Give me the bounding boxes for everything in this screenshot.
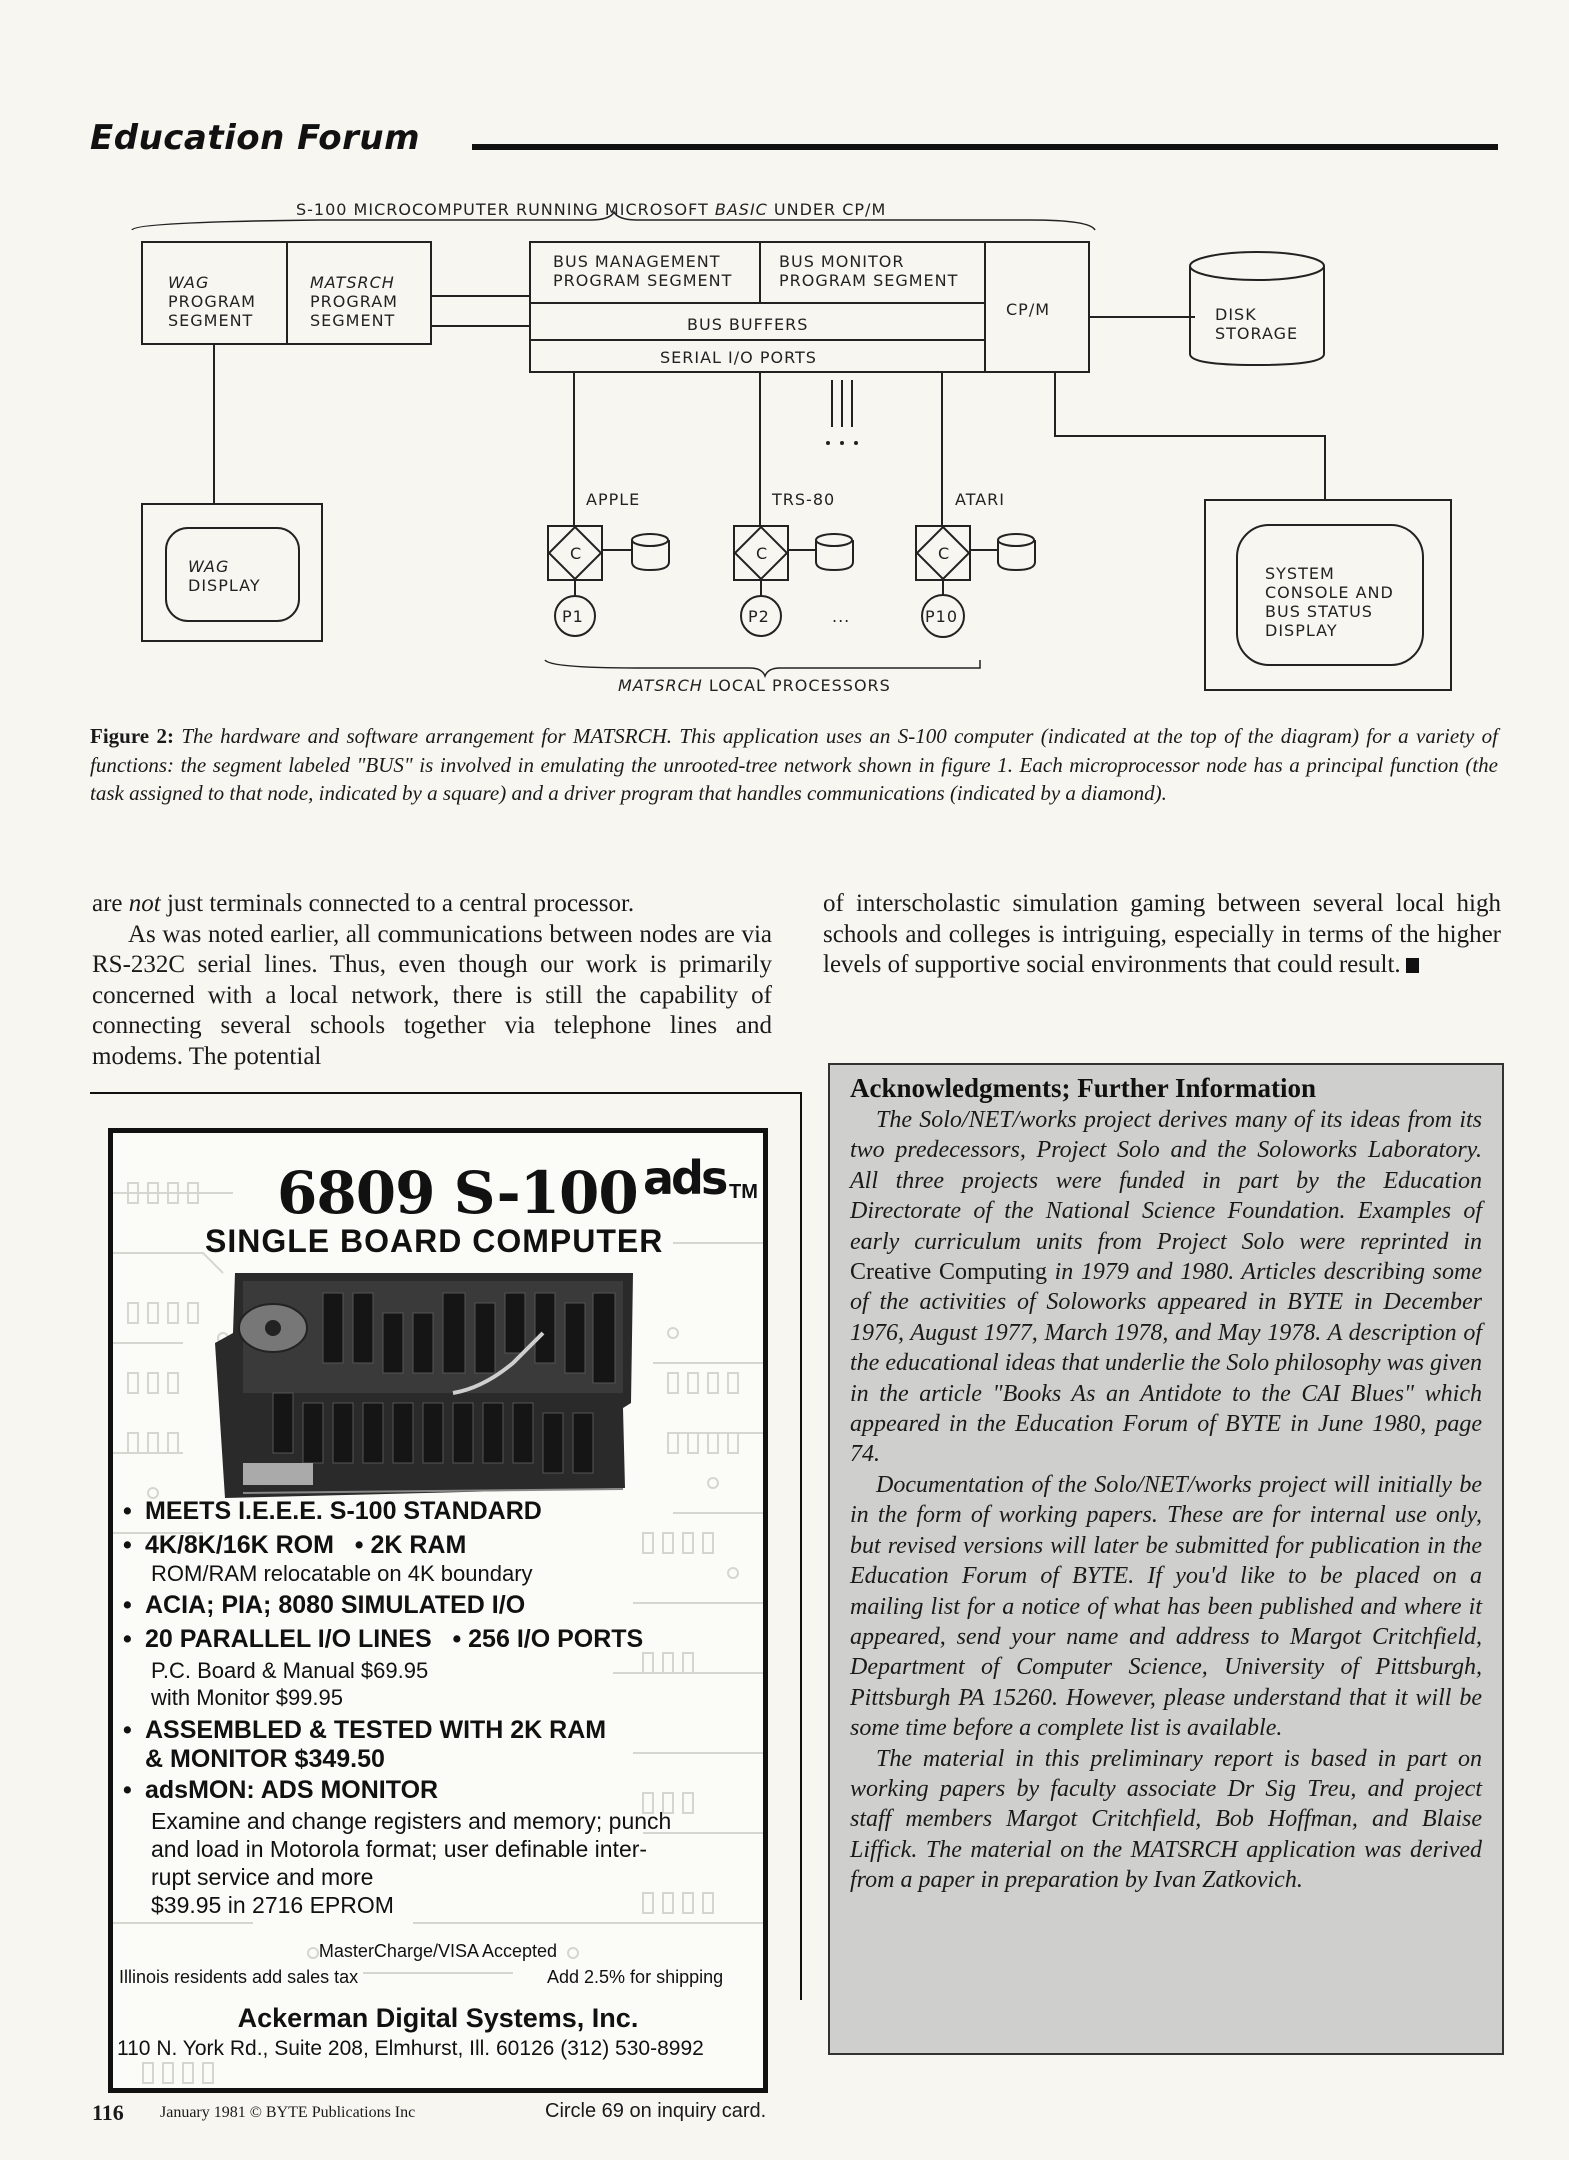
- price-board: P.C. Board & Manual $69.95: [151, 1658, 429, 1683]
- disk-storage-line-2: STORAGE: [1215, 324, 1299, 343]
- processor-p10: P10: [925, 607, 959, 626]
- issue-date: January 1981 © BYTE Publications Inc: [160, 2104, 416, 2121]
- apple-label: APPLE: [586, 490, 641, 509]
- figure-caption: [90, 722, 1498, 808]
- ads-logo: ads: [643, 1151, 726, 1205]
- body-paragraph: As was noted earlier, all communications between nodes are via RS-232C serial lines. Thus, even though our work is primarily concerned with a local network, there is still the capability of connecting several schools together via telephone lines and modems. The potential: [92, 920, 772, 1070]
- bus-management-line-1: BUS MANAGEMENT: [553, 252, 721, 271]
- adsmon-desc-4: $39.95 in 2716 EPROM: [151, 1892, 394, 1918]
- matsrch-segment-line-3: SEGMENT: [310, 311, 396, 330]
- wag-display-line-2: DISPLAY: [188, 576, 261, 595]
- sidebar-title: Acknowledgments; Further Information: [850, 1073, 1316, 1103]
- circuit-board-photo: [213, 1273, 643, 1503]
- console-line-1: SYSTEM: [1265, 564, 1335, 583]
- wag-segment-line-2: PROGRAM: [168, 292, 256, 311]
- page-number: 116: [92, 2100, 124, 2125]
- feature-rom-relocation: ROM/RAM relocatable on 4K boundary: [151, 1561, 533, 1586]
- acknowledgments-box: [828, 1063, 1504, 2055]
- atari-label: ATARI: [955, 490, 1006, 509]
- feature-assembled-price: & MONITOR $349.50: [145, 1745, 385, 1773]
- body-paragraph: are not just terminals connected to a central processor.: [92, 890, 635, 917]
- adsmon-desc-1: Examine and change registers and memory; punch: [151, 1808, 672, 1834]
- sidebar-paragraph: The material in this preliminary report is based in part on working papers by faculty associate Dr Sig Treu, and project staff members Margot Critchfield, Bob Hoffman, and Blaise Liffick. The material on the MATSRCH application was derived from a paper in preparation by Ivan Zatkovich.: [850, 1745, 1482, 1894]
- figure-2-diagram: [120, 190, 1520, 710]
- port-ellipsis: ...: [832, 421, 851, 440]
- cpm-label: CP/M: [1006, 300, 1051, 319]
- section-title: Education Forum: [90, 118, 421, 158]
- wag-segment-line-3: SEGMENT: [168, 311, 254, 330]
- ad-heading: 6809 S-100: [277, 1159, 638, 1227]
- node-3-label: C: [938, 544, 951, 563]
- sidebar-paragraph: The Solo/NET/works project derives many of its ideas from its two predecessors, Project Solo and the Soloworks Laboratory. All three projects were funded in part by the Education Directorate of the National Science Foundation. Examples of early curriculum units from Project Solo were reprinted in Creative Computing in 1979 and 1980. Articles describing some of the activities of Soloworks appeared in BYTE in December 1976, August 1977, March 1978, and May 1978. A description of the educational ideas that underlie the Solo philosophy was given in the article "Books As an Antidote to the CAI Blues" which appeared in the Education Forum of BYTE in June 1980, page 74.: [850, 1107, 1482, 1468]
- caption-label: Figure 2:: [90, 724, 174, 748]
- matsrch-segment-line-2: PROGRAM: [310, 292, 398, 311]
- shipping-note: Add 2.5% for shipping: [547, 1967, 724, 1987]
- bus-monitor-line-2: PROGRAM SEGMENT: [779, 271, 959, 290]
- column-rule: [90, 1092, 802, 1094]
- feature-rom-ram: • 4K/8K/16K ROM • 2K RAM: [123, 1531, 467, 1559]
- processor-p1: P1: [562, 607, 584, 626]
- serial-ports-label: SERIAL I/O PORTS: [660, 348, 817, 367]
- console-line-4: DISPLAY: [1265, 621, 1338, 640]
- header-rule: [472, 144, 1498, 150]
- advertisement: [108, 1128, 768, 2093]
- company-name: Ackerman Digital Systems, Inc.: [237, 2003, 639, 2033]
- column-rule: [800, 1092, 802, 2000]
- processor-ellipsis: ...: [832, 607, 851, 626]
- sales-tax-note: Illinois residents add sales tax: [119, 1967, 359, 1987]
- price-monitor: with Monitor $99.95: [151, 1685, 343, 1710]
- feature-assembled: • ASSEMBLED & TESTED WITH 2K RAM: [123, 1716, 607, 1744]
- matsrch-segment-line-1: MATSRCH: [310, 273, 395, 292]
- wag-segment-line-1: WAG: [168, 273, 210, 292]
- node-2-label: C: [756, 544, 769, 563]
- node-1-label: C: [570, 544, 583, 563]
- bus-monitor-line-1: BUS MONITOR: [779, 252, 905, 271]
- feature-ieee: • MEETS I.E.E.E. S-100 STANDARD: [123, 1497, 542, 1525]
- wag-display-line-1: WAG: [188, 557, 230, 576]
- trademark-mark: TM: [729, 1181, 758, 1203]
- inquiry-card-note: Circle 69 on inquiry card.: [545, 2100, 767, 2122]
- disk-storage-line-1: DISK: [1215, 305, 1257, 324]
- sidebar-paragraph: Documentation of the Solo/NET/works project will initially be in the form of working papers. These are for internal use only, but revised versions will later be submitted for publication in the Education Forum of BYTE. If you'd like to be placed on a mailing list for a notice of what has been published and where it appeared, send your name and address to Margot Critchfield, Department of Computer Science, University of Pittsburgh, Pittsburgh PA 15260. However, please understand that it will be some time before a complete list is available.: [850, 1471, 1482, 1742]
- ad-subheading: SINGLE BOARD COMPUTER: [205, 1223, 664, 1259]
- body-column-left: [92, 889, 772, 1072]
- feature-adsmon: • adsMON: ADS MONITOR: [123, 1776, 439, 1804]
- svg-text:S-100 MICROCOMPUTER RUNNING MI: S-100 MICROCOMPUTER RUNNING MICROSOFT BASIC UNDER CP/M: [296, 200, 887, 219]
- adsmon-desc-2: and load in Motorola format; user definable inter-: [151, 1836, 648, 1862]
- svg-text:MATSRCH LOCAL PROCESSORS: MATSRCH LOCAL PROCESSORS: [618, 676, 891, 695]
- company-address: 110 N. York Rd., Suite 208, Elmhurst, Ill. 60126 (312) 530-8992: [117, 2037, 704, 2060]
- bus-management-line-2: PROGRAM SEGMENT: [553, 271, 733, 290]
- body-column-right: [823, 889, 1501, 981]
- console-line-2: CONSOLE AND: [1265, 583, 1394, 602]
- processor-p2: P2: [748, 607, 770, 626]
- bus-buffers-label: BUS BUFFERS: [687, 315, 809, 334]
- feature-acia-pia: • ACIA; PIA; 8080 SIMULATED I/O: [123, 1591, 526, 1619]
- body-paragraph: of interscholastic simulation gaming between several local high schools and colleges is intriguing, especially in terms of the higher levels of supportive social environments that could result.: [823, 890, 1501, 978]
- caption-text: The hardware and software arrangement for MATSRCH. This application uses an S-100 computer (indicated at the top of the diagram) for a variety of functions: the segment labeled "BUS" is involved in emulating the unrooted-tree network shown in figure 1. Each microprocessor node has a principal function (the task assigned to that node, indicated by a square) and a driver program that handles communications (indicated by a diamond).: [90, 724, 1498, 805]
- payment-methods: MasterCharge/VISA Accepted: [318, 1941, 558, 1961]
- trs80-label: TRS-80: [772, 490, 836, 509]
- feature-parallel-io: • 20 PARALLEL I/O LINES • 256 I/O PORTS: [123, 1625, 644, 1653]
- end-mark-icon: [1406, 958, 1419, 973]
- console-line-3: BUS STATUS: [1265, 602, 1373, 621]
- adsmon-desc-3: rupt service and more: [151, 1864, 374, 1890]
